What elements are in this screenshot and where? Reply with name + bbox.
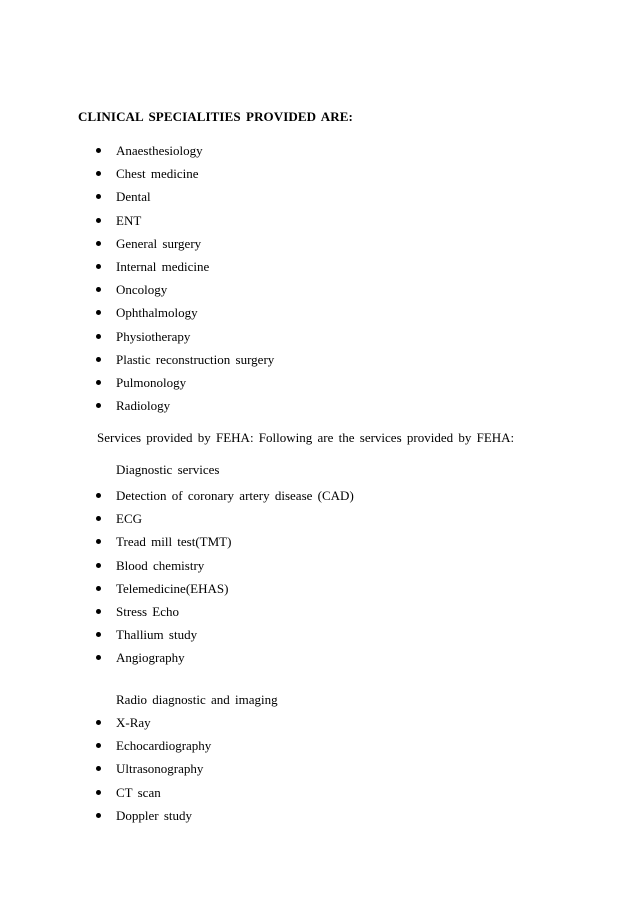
bullet-icon (96, 241, 101, 246)
bullet-icon (96, 790, 101, 795)
list-item-text: X-Ray (116, 715, 151, 730)
services-intro-paragraph: Services provided by FEHA: Following are the services provided by FEHA: (97, 430, 515, 445)
bullet-icon (96, 539, 101, 544)
bullet-icon (96, 563, 101, 568)
list-item-text: Dental (116, 189, 151, 205)
list-item-text: Angiography (116, 650, 185, 666)
list-item-text: Chest medicine (116, 166, 199, 182)
list-item-text: CT scan (116, 784, 161, 800)
bullet-icon (96, 148, 101, 153)
list-item-text: Tread mill test(TMT) (116, 534, 232, 550)
list-item-text: ENT (116, 212, 142, 228)
list-item-text: Plastic reconstruction surgery (116, 351, 275, 367)
list-item-text: Radiology (116, 398, 171, 414)
bullet-icon (96, 194, 101, 199)
list-item-text: ECG (116, 511, 142, 527)
list-item-text: General surgery (116, 235, 202, 251)
diagnostic-services-title: Diagnostic services (116, 462, 220, 477)
bullet-icon (96, 310, 101, 315)
list-item-text: Doppler study (116, 807, 193, 823)
list-item-text: Thallium study (116, 627, 198, 643)
list-item-text: Oncology (116, 282, 168, 298)
bullet-icon (96, 334, 101, 339)
bullet-icon (96, 632, 101, 637)
list-item-text: Telemedicine(EHAS) (116, 580, 229, 596)
list-item-text: Echocardiography (116, 738, 212, 754)
bullet-icon (96, 493, 101, 498)
list-item-text: Detection of coronary artery disease (CAD) (116, 488, 354, 503)
list-item-text: Ophthalmology (116, 305, 198, 321)
bullet-icon (96, 287, 101, 292)
list-item-text: Internal medicine (116, 258, 210, 274)
bullet-icon (96, 766, 101, 771)
bullet-icon (96, 403, 101, 408)
list-item-text: Anaesthesiology (116, 143, 203, 158)
list-item-text: Ultrasonography (116, 761, 204, 777)
bullet-icon (96, 720, 101, 725)
bullet-icon (96, 813, 101, 818)
list-item-text: Blood chemistry (116, 557, 205, 573)
list-item-text: Pulmonology (116, 374, 187, 390)
bullet-icon (96, 264, 101, 269)
bullet-icon (96, 655, 101, 660)
section-heading: CLINICAL SPECIALITIES PROVIDED ARE: (78, 109, 353, 124)
bullet-icon (96, 357, 101, 362)
bullet-icon (96, 218, 101, 223)
bullet-icon (96, 743, 101, 748)
radio-diagnostic-title: Radio diagnostic and imaging (116, 692, 278, 707)
bullet-icon (96, 516, 101, 521)
list-item-text: Stress Echo (116, 603, 180, 619)
bullet-icon (96, 380, 101, 385)
list-item-text: Physiotherapy (116, 328, 191, 344)
bullet-icon (96, 586, 101, 591)
bullet-icon (96, 171, 101, 176)
bullet-icon (96, 609, 101, 614)
